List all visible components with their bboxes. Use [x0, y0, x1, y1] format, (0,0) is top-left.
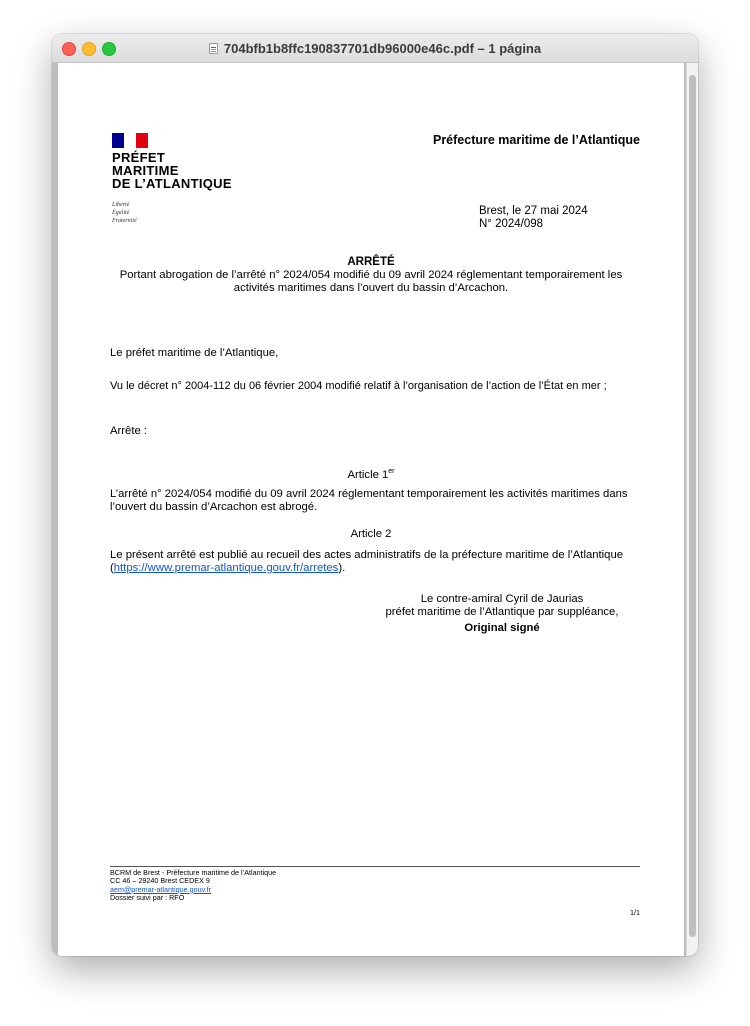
document-viewport[interactable]: [52, 63, 698, 956]
pdf-document-icon: [209, 43, 218, 54]
number-line: N° 2024/098: [479, 218, 544, 230]
footer-email-link[interactable]: aem@premar-atlantique.gouv.fr: [110, 884, 212, 894]
pdf-page: [58, 63, 684, 956]
arrete-title: ARRÊTÉ: [347, 256, 395, 268]
vertical-scrollbar[interactable]: [686, 63, 698, 956]
republique-flag-icon: [112, 133, 148, 148]
original-signed: Original signé: [464, 622, 540, 634]
arrete-subtitle: Portant abrogation de l’arrêté n° 2024/054 modifié du 09 avril 2024 réglementant temporairement les activités maritimes dans l’ouvert du bassin d’Arcachon.: [119, 269, 623, 294]
article1-text: L’arrêté n° 2024/054 modifié du 09 avril 2024 réglementant temporairement les activités maritimes dans l’ouvert du bassin d’Arcachon est abrogé.: [110, 488, 628, 513]
vu-clause: Vu le décret n° 2004-112 du 06 février 2004 modifié relatif à l’organisation de l’action de l’État en mer ;: [110, 380, 607, 392]
window-title-group: [52, 34, 698, 62]
article1-heading: Article 1er: [347, 468, 395, 481]
arrete-label: Arrête :: [110, 425, 148, 437]
signatory-name: Le contre-amiral Cyril de Jaurias: [420, 593, 584, 605]
preview-window: [52, 34, 698, 956]
arretes-link[interactable]: https://www.premar-atlantique.gouv.fr/arretes: [113, 562, 339, 574]
issuer-heading: Préfecture maritime de l’Atlantique: [432, 133, 640, 147]
date-line: Brest, le 27 mai 2024: [479, 205, 588, 217]
date-block: [479, 205, 588, 231]
scrollbar-thumb[interactable]: [689, 75, 696, 937]
title-bar[interactable]: [52, 34, 698, 63]
article2-heading: Article 2: [350, 528, 392, 540]
signatory-role: préfet maritime de l’Atlantique par suppléance,: [385, 606, 619, 618]
page-number: 1/1: [630, 908, 640, 917]
footer-divider: [110, 866, 640, 867]
window-title: 704bfb1b8ffc190837701db96000e46c.pdf – 1 página: [223, 40, 542, 56]
prefet-logo-text: PRÉFET MARITIME DE L’ATLANTIQUE: [112, 150, 232, 191]
republique-devise: Liberté Égalité Fraternité: [112, 202, 137, 224]
intro-line: Le préfet maritime de l’Atlantique,: [110, 347, 279, 359]
signature-block: [362, 593, 642, 635]
article2-text: Le présent arrêté est publié au recueil des actes administratifs de la préfecture maritime de l’Atlantique (https://www.premar-atlantique.gouv.fr/arretes).: [110, 549, 624, 574]
page-footer: BCRM de Brest - Préfecture maritime de l’Atlantique CC 46 – 29240 Brest CEDEX 9 aem@premar-atlantique.gouv.fr Dossier suivi par : RFO: [110, 868, 277, 902]
